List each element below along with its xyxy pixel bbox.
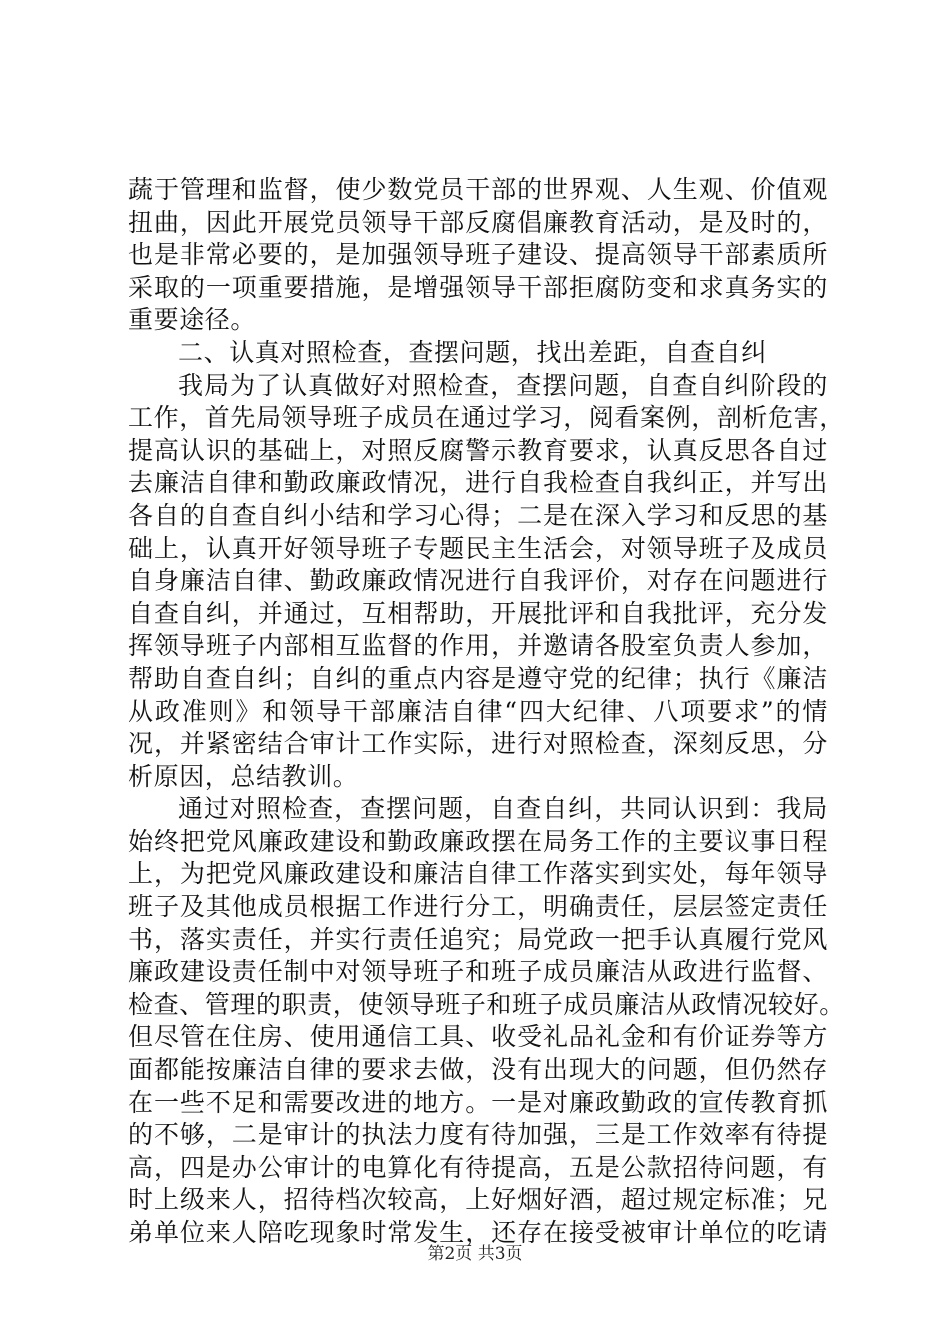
text-line: 但尽管在住房、使用通信工具、收受礼品礼金和有价证券等方: [128, 1022, 828, 1052]
text-line: 础上，认真开好领导班子专题民主生活会，对领导班子及成员: [128, 533, 828, 563]
text-line: 时上级来人，招待档次较高，上好烟好酒，超过规定标准；兄: [128, 1185, 828, 1215]
document-body: [128, 174, 845, 1250]
text-line: 也是非常必要的，是加强领导班子建设、提高领导干部素质所: [128, 240, 828, 270]
text-line: 采取的一项重要措施，是增强领导干部拒腐防变和求真务实的: [128, 272, 828, 302]
text-line: 帮助自查自纠；自纠的重点内容是遵守党的纪律；执行《廉洁: [128, 663, 828, 693]
text-line: 况，并紧密结合审计工作实际，进行对照检查，深刻反思，分: [128, 729, 828, 759]
page-number-footer: 第2页 共3页: [427, 1244, 523, 1264]
text-line: 挥领导班子内部相互监督的作用，并邀请各股室负责人参加，: [128, 631, 828, 661]
section-heading: 二、认真对照检查，查摆问题，找出差距，自查自纠: [178, 337, 767, 367]
text-line: 自身廉洁自律、勤政廉政情况进行自我评价，对存在问题进行: [128, 566, 828, 596]
text-line: 蔬于管理和监督，使少数党员干部的世界观、人生观、价值观: [128, 175, 828, 204]
text-line: 提高认识的基础上，对照反腐警示教育要求，认真反思各自过: [128, 435, 828, 465]
text-line: 廉政建设责任制中对领导班子和班子成员廉洁从政进行监督、: [128, 957, 828, 987]
text-line: 检查、管理的职责，使领导班子和班子成员廉洁从政情况较好。: [128, 989, 845, 1019]
text-line: 上，为把党风廉政建设和廉洁自律工作落实到实处，每年领导: [128, 859, 828, 889]
text-line: 弟单位来人陪吃现象时常发生，还存在接受被审计单位的吃请: [128, 1218, 828, 1247]
text-line: 重要途径。: [128, 305, 257, 335]
text-line: 在一些不足和需要改进的地方。一是对廉政勤政的宣传教育抓: [128, 1087, 828, 1117]
text-line: 面都能按廉洁自律的要求去做，没有出现大的问题，但仍然存: [128, 1055, 828, 1085]
text-line: 去廉洁自律和勤政廉政情况，进行自我检查自我纠正，并写出: [128, 468, 828, 498]
text-line: 高，四是办公审计的电算化有待提高，五是公款招待问题，有: [128, 1152, 828, 1182]
text-line: 工作，首先局领导班子成员在通过学习，阅看案例，剖析危害，: [128, 403, 845, 433]
paragraph-first-line: 我局为了认真做好对照检查，查摆问题，自查自纠阶段的: [178, 370, 828, 400]
text-line: 扭曲，因此开展党员领导干部反腐倡廉教育活动，是及时的，: [128, 207, 828, 237]
text-line: 从政准则》和领导干部廉洁自律“四大纪律、八项要求”的情: [128, 696, 828, 726]
text-line: 各自的自查自纠小结和学习心得；二是在深入学习和反思的基: [128, 500, 828, 530]
text-line: 析原因，总结教训。: [128, 761, 359, 791]
text-line: 班子及其他成员根据工作进行分工，明确责任，层层签定责任: [128, 892, 828, 922]
text-line: 自查自纠，并通过，互相帮助，开展批评和自我批评，充分发: [128, 598, 828, 628]
text-line: 始终把党风廉政建设和勤政廉政摆在局务工作的主要议事日程: [128, 826, 828, 856]
text-line: 的不够，二是审计的执法力度有待加强，三是工作效率有待提: [128, 1120, 828, 1150]
paragraph-first-line: 通过对照检查，查摆问题，自查自纠，共同认识到：我局: [178, 794, 828, 824]
text-line: 书，落实责任，并实行责任追究；局党政一把手认真履行党风: [128, 924, 828, 954]
